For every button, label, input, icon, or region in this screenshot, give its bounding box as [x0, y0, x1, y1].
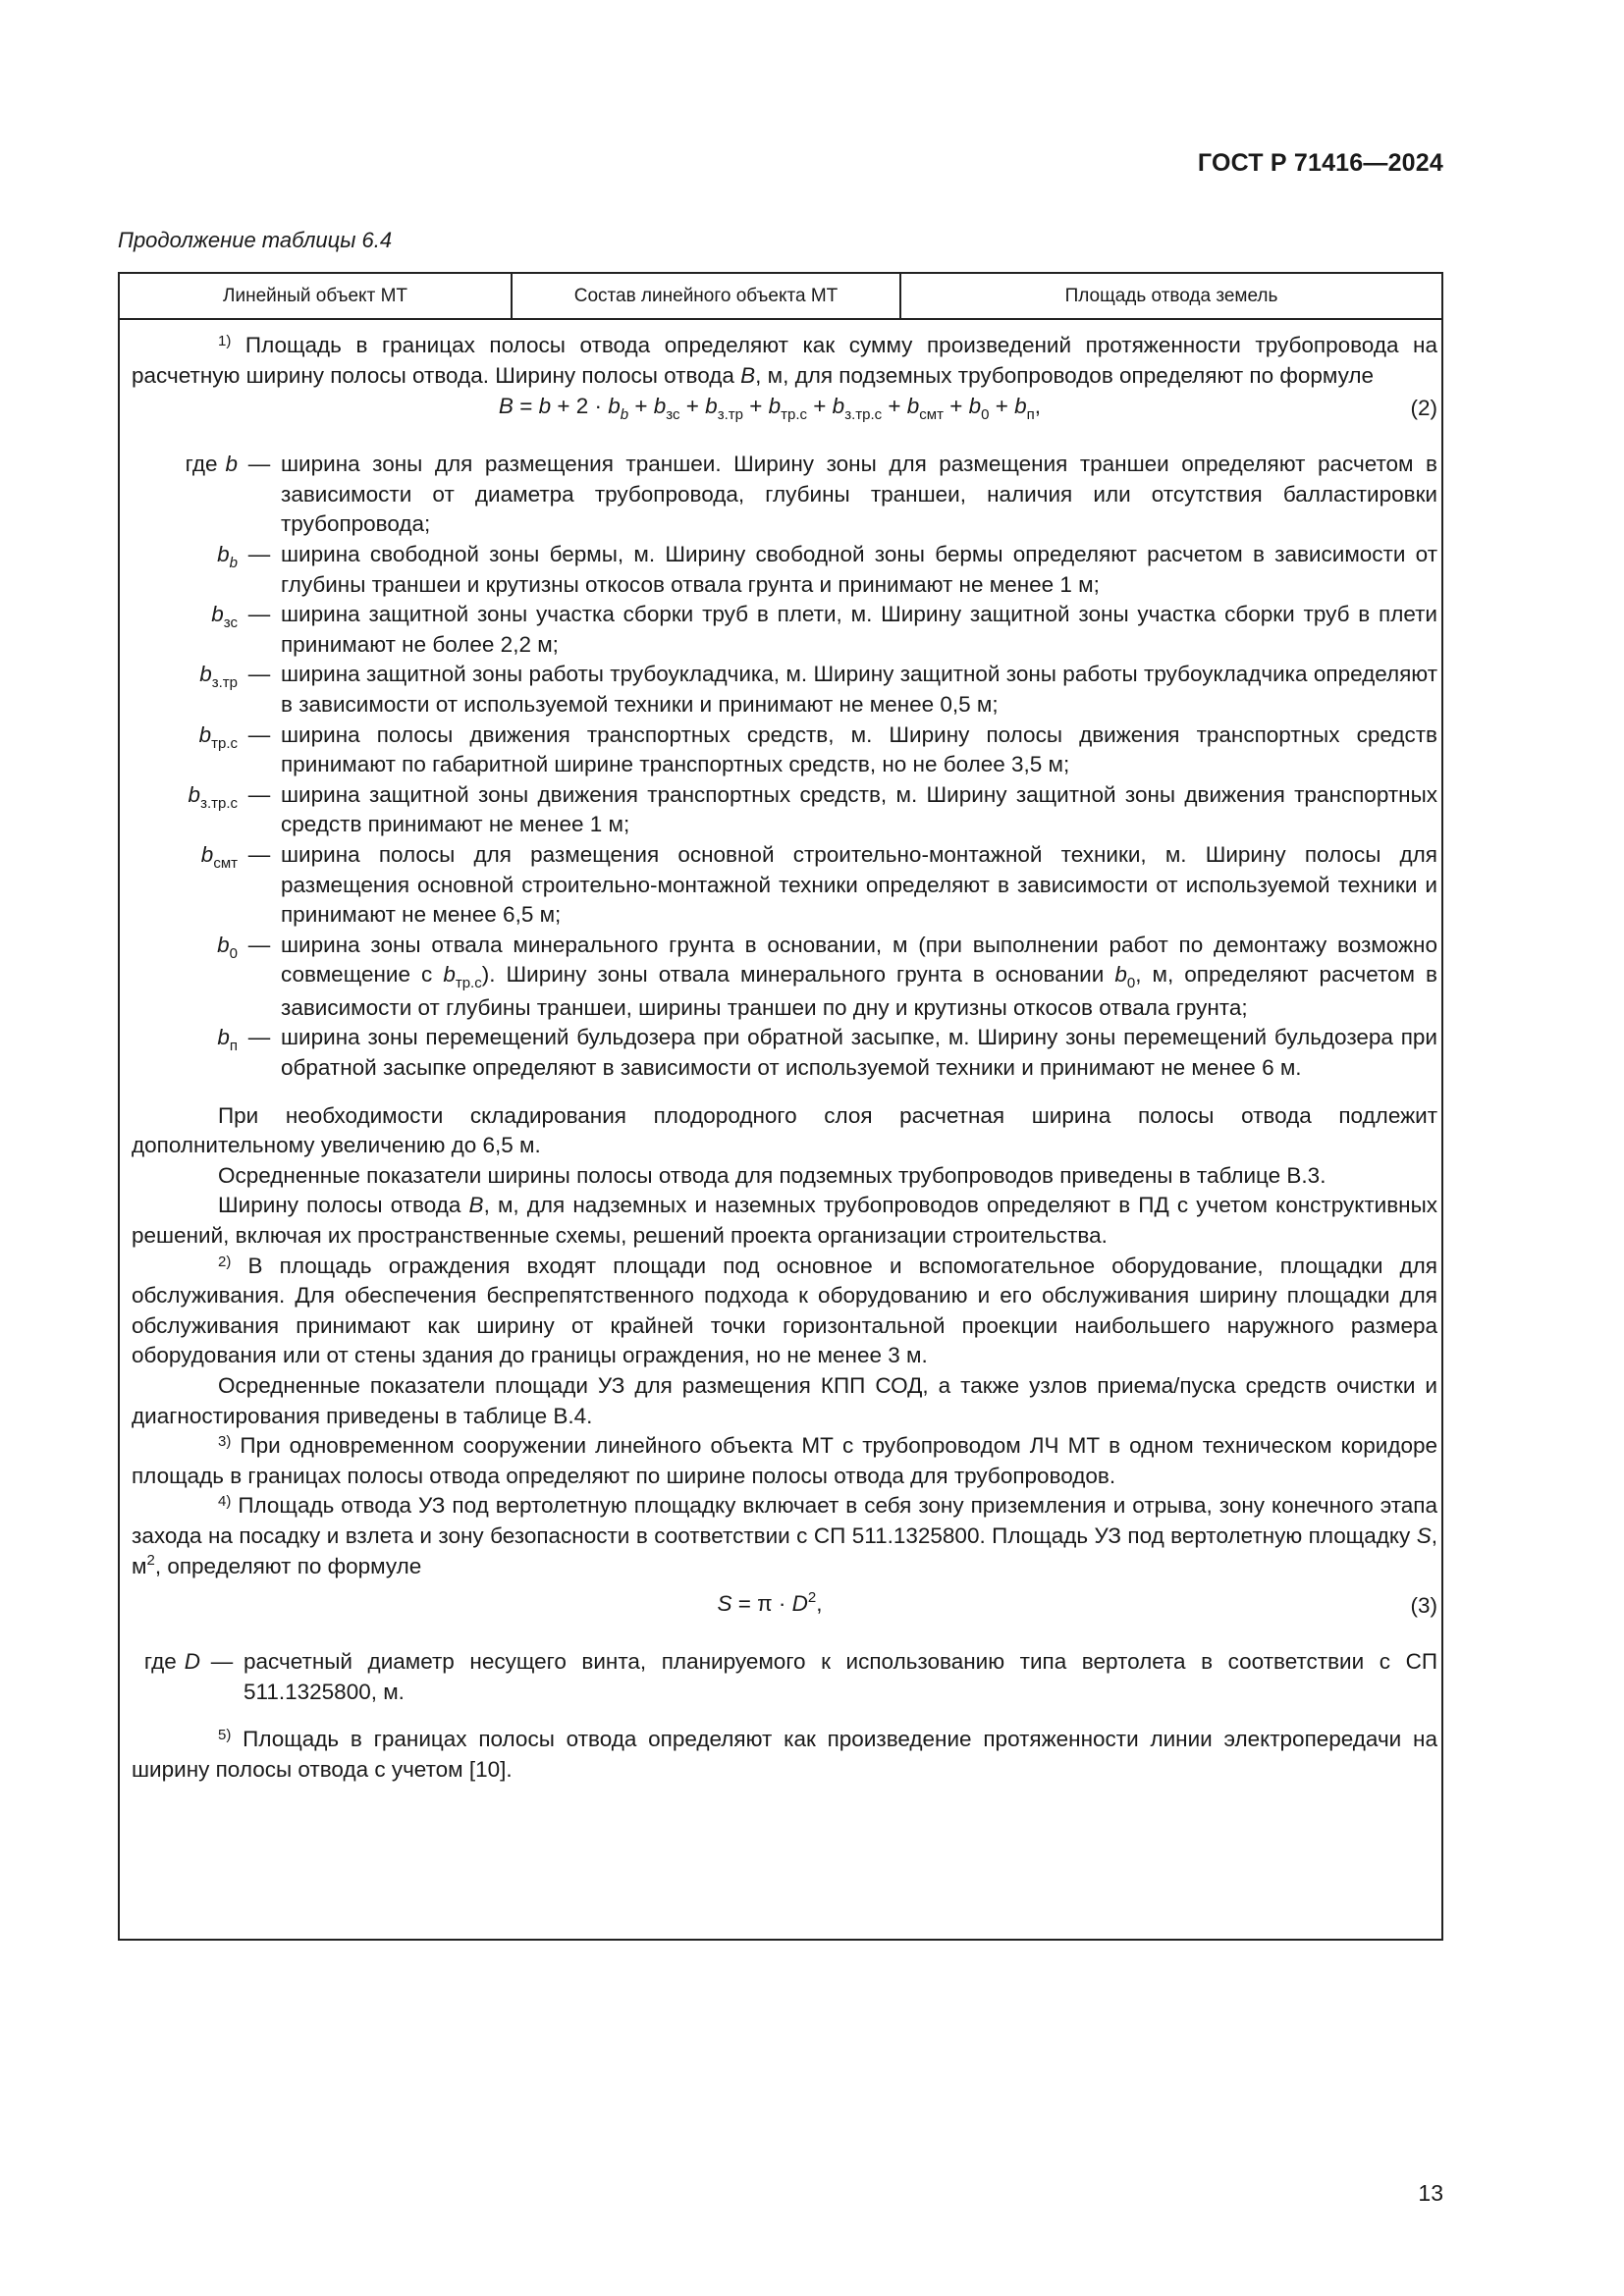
- definition-b0: $b_0$ — ширина зоны отвала минерального грунта в основании, м (при выполнении работ по демонтажу возможно совмещение с $b_{тр.с}$). Ширину зоны отвала минерального грунта в основании $b_0$, м, определяют расчетом в зависимости от глубины траншеи, ширины траншеи по дну и крутизны откосов отвала грунта;: [132, 931, 1437, 1024]
- table-6-4-continuation: [118, 272, 1443, 1941]
- note-5-text: Площадь в границах полосы отвода определяют как произведение протяженности линии электропередачи на ширину полосы отвода с учетом [10].: [132, 1727, 1437, 1782]
- note-4: [132, 1491, 1437, 1584]
- note-2-marker: 2): [218, 1253, 232, 1270]
- definition-btrs: $b_{тр.с}$ — ширина полосы движения транспортных средств, м. Ширину полосы движения транспортных средств принимают по габаритной ширине транспортных средств, но не более 3,5 м;: [132, 721, 1437, 780]
- page-number: 13: [1418, 2180, 1443, 2206]
- definition-symbol: $b_{з.тр.с}$: [188, 781, 238, 812]
- formula-3-expression: $S = \pi \cdot D^2$,: [717, 1589, 823, 1617]
- column-header-composition: Состав линейного объекта МТ: [511, 274, 899, 318]
- definition-bzs: $b_{зс}$ — ширина защитной зоны участка сборки труб в плети, м. Ширину защитной зоны участка сборки труб в плети принимают не более 2,2 м;: [132, 600, 1437, 660]
- column-header-object: Линейный объект МТ: [223, 285, 407, 306]
- note-1: [132, 331, 1437, 391]
- formula-3: [132, 1586, 1437, 1626]
- note-2-text: В площадь ограждения входят площади под основное и вспомогательное оборудование, площадки для обслуживания. Для обеспечения беспрепятственного подхода к оборудованию и его обслуживания ширину площадки для обслуживания принимают как ширину от крайней точки горизонтальной проекции наибольшего наружного размера оборудования или от стены здания до границы ограждения, но не менее 3 м.: [132, 1253, 1437, 1368]
- definition-symbol: $b_0$: [217, 932, 238, 962]
- definition-bb: $b_b$ — ширина свободной зоны бермы, м. Ширину свободной зоны бермы определяют расчетом в зависимости от глубины траншеи и крутизны откосов отвала грунта и принимают не менее 1 м;: [132, 540, 1437, 600]
- note-5-marker: 5): [218, 1727, 232, 1744]
- definition-symbol: $b_{смт}$: [200, 841, 238, 872]
- definition-symbol: $b_{тр.с}$: [198, 721, 238, 752]
- note-3-text: При одновременном сооружении линейного объекта МТ с трубопроводом ЛЧ МТ в одном техническом коридоре площадь в границах полосы отвода определяют по ширине полосы отвода для трубопроводов.: [132, 1433, 1437, 1488]
- standard-code: ГОСТ Р 71416—2024: [1197, 149, 1443, 177]
- paragraph-fertile-layer: При необходимости складирования плодородного слоя расчетная ширина полосы отвода подлежит дополнительному увеличению до 6,5 м.: [132, 1102, 1437, 1158]
- definition-bztr: $b_{з.тр}$ — ширина защитной зоны работы трубоукладчика, м. Ширину защитной зоны работы трубоукладчика определяют в зависимости от используемой техники и принимают не менее 0,5 м;: [132, 660, 1437, 720]
- table-caption: Продолжение таблицы 6.4: [118, 228, 393, 252]
- definition-text: ширина зоны перемещений бульдозера при обратной засыпке, м. Ширину зоны перемещений бульдозера при обратной засыпке определяют в зависимости от используемой техники и принимают не менее 6 м.: [281, 1025, 1437, 1081]
- paragraph-uz-area: Осредненные показатели площади УЗ для размещения КПП СОД, а также узлов приема/пуска средств очистки и диагностирования приведены в таблице В.4.: [132, 1373, 1437, 1428]
- definition-b: где b — ширина зоны для размещения траншеи. Ширину зоны для размещения траншеи определяют расчетом в зависимости от диаметра трубопровода, глубины траншеи, наличия или отсутствия балластировки трубопровода;: [132, 450, 1437, 540]
- definition-symbol: $b_{зс}$: [211, 602, 238, 632]
- definition-symbol: b: [225, 452, 238, 477]
- lead-word: где: [185, 452, 218, 477]
- definition-text: расчетный диаметр несущего винта, планируемого к использованию типа вертолета в соответствии с СП 511.1325800, м.: [244, 1649, 1437, 1704]
- definition-symbol: D: [184, 1649, 200, 1675]
- paragraph-aboveground: Ширину полосы отвода B, м, для надземных и наземных трубопроводов определяют в ПД с учетом конструктивных решений, включая их пространственные схемы, решений проекта организации строительства.: [132, 1193, 1437, 1249]
- lead-word: где: [143, 1649, 177, 1675]
- definition-D: где D — расчетный диаметр несущего винта, планируемого к использованию типа вертолета в соответствии с СП 511.1325800, м.: [132, 1647, 1437, 1707]
- definition-text: ширина зоны отвала минерального грунта в основании, м (при выполнении работ по демонтажу возможно совмещение с $b_{тр.с}$). Ширину зоны отвала минерального грунта в основании $b_0$, м, определяют расчетом в зависимости от глубины траншеи, ширины траншеи по дну и крутизны откосов отвала грунта;: [281, 932, 1437, 1020]
- formula-2-expression: $B = b + 2 \cdot b_b + b_{зс} + b_{з.тр} + b_{тр.с} + b_{з.тр.с} + b_{смт} + b_0 + b_п$,: [498, 394, 1042, 424]
- definition-symbol: $b_{з.тр}$: [199, 662, 238, 692]
- note-5: [132, 1725, 1437, 1785]
- table-notes: [132, 331, 1437, 1786]
- definition-bsmt: $b_{смт}$ — ширина полосы для размещения основной строительно-монтажной техники, м. Ширину полосы для размещения основной строительно-монтажной техники определяют в зависимости от используемой техники и принимают не менее 6,5 м;: [132, 840, 1437, 931]
- formula-3-number: (3): [1410, 1592, 1437, 1618]
- definition-symbol: $b_b$: [217, 541, 238, 571]
- formula-2-number: (2): [1410, 395, 1437, 420]
- definition-text: ширина свободной зоны бермы, м. Ширину свободной зоны бермы определяют расчетом в зависимости от глубины траншеи и крутизны откосов отвала грунта и принимают не менее 1 м;: [281, 541, 1437, 597]
- definition-text: ширина защитной зоны движения транспортных средств, м. Ширину защитной зоны движения транспортных средств принимают не менее 1 м;: [281, 781, 1437, 837]
- formula-2: [132, 389, 1437, 428]
- note-1-marker: 1): [218, 333, 232, 349]
- note-2: [132, 1252, 1437, 1371]
- note-3-marker: 3): [218, 1433, 232, 1451]
- definition-symbol: $b_п$: [217, 1025, 238, 1055]
- column-header-land-area: Площадь отвода земель: [899, 274, 1441, 318]
- paragraph-average-width: Осредненные показатели ширины полосы отвода для подземных трубопроводов приведены в таблице В.3.: [218, 1162, 1326, 1188]
- definition-text: ширина защитной зоны работы трубоукладчика, м. Ширину защитной зоны работы трубоукладчика определяют в зависимости от используемой техники и принимают не менее 0,5 м;: [281, 662, 1437, 717]
- definition-bztrs: $b_{з.тр.с}$ — ширина защитной зоны движения транспортных средств, м. Ширину защитной зоны движения транспортных средств принимают не менее 1 м;: [132, 780, 1437, 840]
- note-1-text: Площадь в границах полосы отвода определяют как сумму произведений протяженности трубопровода на расчетную ширину полосы отвода. Ширину полосы отвода B, м, для подземных трубопроводов определяют по формуле: [132, 333, 1437, 388]
- note-3: [132, 1431, 1437, 1491]
- table-header-row: [120, 274, 1441, 320]
- definition-text: ширина зоны для размещения траншеи. Ширину зоны для размещения траншеи определяют расчетом в зависимости от диаметра трубопровода, глубины траншеи, наличия или отсутствия балластировки трубопровода;: [281, 452, 1437, 537]
- definition-text: ширина защитной зоны участка сборки труб в плети, м. Ширину защитной зоны участка сборки труб в плети принимают не более 2,2 м;: [281, 602, 1437, 657]
- note-4-marker: 4): [218, 1493, 232, 1511]
- note-4-text: Площадь отвода УЗ под вертолетную площадку включает в себя зону приземления и отрыва, зону конечного этапа захода на посадку и взлета и зону безопасности в соответствии с СП 511.1325800. Площадь УЗ под вертолетную площадку S, $м^2$, определяют по формуле: [132, 1493, 1437, 1578]
- definition-bp: $b_п$ — ширина зоны перемещений бульдозера при обратной засыпке, м. Ширину зоны перемещений бульдозера при обратной засыпке определяют в зависимости от используемой техники и принимают не менее 6 м.: [132, 1023, 1437, 1083]
- definition-text: ширина полосы для размещения основной строительно-монтажной техники, м. Ширину полосы для размещения основной строительно-монтажной техники определяют в зависимости от используемой техники и принимают не менее 6,5 м;: [281, 841, 1437, 928]
- definition-text: ширина полосы движения транспортных средств, м. Ширину полосы движения транспортных средств принимают по габаритной ширине транспортных средств, но не более 3,5 м;: [281, 721, 1437, 777]
